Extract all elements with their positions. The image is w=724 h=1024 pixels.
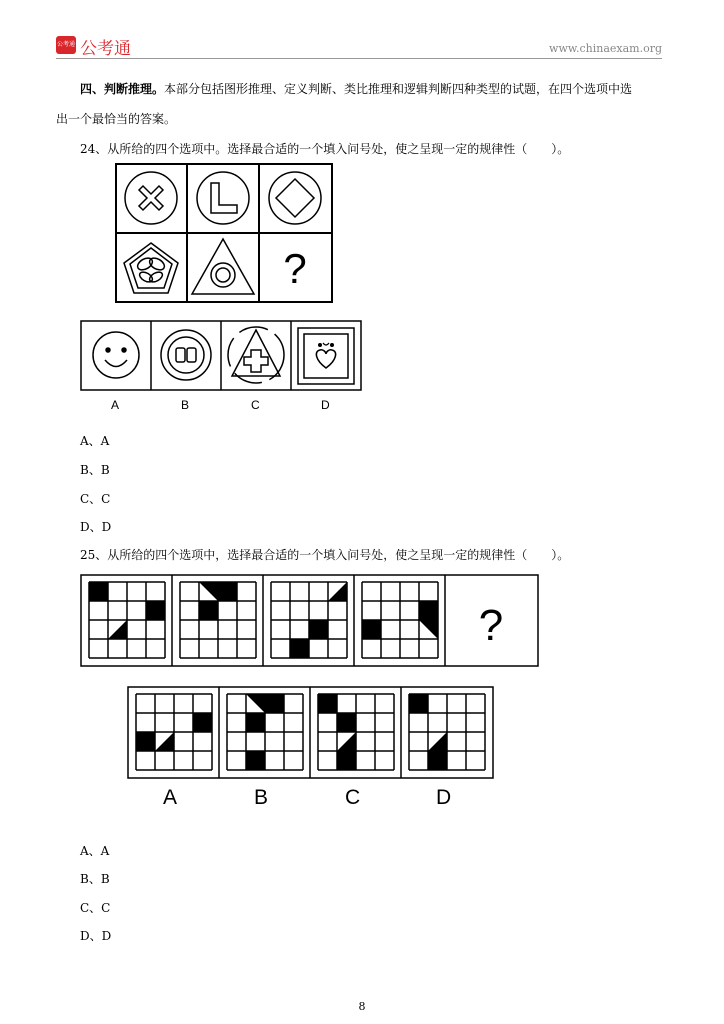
- q24-option-labels: [80, 398, 363, 414]
- q25-opt-grid-d: [409, 694, 485, 770]
- q25-grid-2: [180, 582, 256, 658]
- option-b-book-icon: [161, 330, 211, 380]
- pentagon-butterfly-icon: [124, 243, 178, 293]
- q24-options-svg: [80, 320, 363, 392]
- grid-shaded-cell: [89, 582, 108, 601]
- q24-label-a: A: [111, 398, 120, 412]
- circle-cross-icon: [125, 172, 177, 224]
- page-number: 8: [358, 1000, 366, 1013]
- grid-shaded-cell: [246, 694, 265, 713]
- q25-choice-c[interactable]: C、C: [80, 901, 111, 915]
- option-a-smiley-icon: [93, 332, 139, 378]
- grid-shaded-cell: [318, 694, 337, 713]
- grid-shaded-cell: [419, 601, 438, 620]
- grid-shaded-cell: [108, 620, 127, 639]
- q24-label-b: B: [181, 398, 190, 412]
- q24-choice-d[interactable]: D、D: [80, 520, 112, 534]
- option-d-heart-icon: [298, 328, 354, 384]
- q25-label-b: B: [254, 786, 269, 809]
- q24-label-c: C: [251, 398, 260, 412]
- site-url: www.chinaexam.org: [549, 42, 662, 55]
- q24-options-figure: [80, 320, 363, 392]
- q25-options-svg: [127, 686, 495, 780]
- q25-choice-b[interactable]: B、B: [80, 872, 110, 886]
- q24-grid-svg: [115, 163, 333, 303]
- grid-shaded-cell: [409, 694, 428, 713]
- q24-question-figure: [115, 163, 333, 303]
- section-desc-1: 本部分包括图形推理、定义判断、类比推理和逻辑判断四种类型的试题，在四个选项中选: [164, 82, 633, 96]
- section-intro: [80, 80, 632, 97]
- grid-shaded-cell: [218, 582, 237, 601]
- grid-shaded-cell: [337, 751, 356, 770]
- grid-shaded-cell: [362, 620, 381, 639]
- option-c-cross-icon: [228, 327, 284, 383]
- section-desc-2: 出一个最恰当的答案。: [56, 112, 177, 126]
- grid-shaded-cell: [136, 732, 155, 751]
- q25-label-c: C: [345, 786, 361, 809]
- q25-choice-d[interactable]: D、D: [80, 929, 112, 943]
- q24-stem: 24、从所给的四个选项中。选择最合适的一个填入问号处，使之呈现一定的规律性（ ）。: [80, 142, 570, 156]
- grid-shaded-cell: [328, 582, 347, 601]
- grid-shaded-cell: [146, 601, 165, 620]
- grid-shaded-cell: [428, 751, 447, 770]
- q25-option-labels: [127, 786, 495, 812]
- q25-grid-4: [362, 582, 438, 658]
- grid-shaded-cell: [199, 601, 218, 620]
- q24-question-mark: ?: [283, 245, 307, 292]
- logo-icon: 公考通: [56, 36, 76, 54]
- q24-choice-b[interactable]: B、B: [80, 463, 110, 477]
- page-header: [56, 36, 662, 59]
- grid-shaded-cell: [265, 694, 284, 713]
- q25-options-figure: [127, 686, 495, 780]
- circle-diamond-icon: [269, 172, 321, 224]
- q25-opt-grid-a: [136, 694, 212, 770]
- circle-l-icon: [197, 172, 249, 224]
- q25-label-d: D: [436, 786, 452, 809]
- grid-shaded-cell: [337, 732, 356, 751]
- q25-grid-3: [271, 582, 347, 658]
- grid-shaded-cell: [155, 732, 174, 751]
- grid-shaded-cell: [419, 620, 438, 639]
- q25-choice-a[interactable]: A、A: [80, 844, 110, 858]
- logo-text: 公考通: [80, 39, 131, 59]
- triangle-circles-icon: [192, 239, 254, 294]
- q24-choice-a[interactable]: A、A: [80, 434, 110, 448]
- q25-opt-grid-c: [318, 694, 394, 770]
- grid-shaded-cell: [246, 751, 265, 770]
- q25-question-mark: ?: [478, 601, 504, 650]
- grid-shaded-cell: [309, 620, 328, 639]
- grid-shaded-cell: [290, 639, 309, 658]
- q25-strip-svg: [80, 574, 540, 668]
- section-title: 四、判断推理。: [80, 82, 165, 96]
- q25-label-a: A: [163, 786, 178, 809]
- grid-shaded-cell: [337, 713, 356, 732]
- grid-shaded-cell: [428, 732, 447, 751]
- grid-shaded-cell: [199, 582, 218, 601]
- grid-shaded-cell: [193, 713, 212, 732]
- q25-opt-grid-b: [227, 694, 303, 770]
- q25-stem: 25、从所给的四个选项中，选择最合适的一个填入问号处，使之呈现一定的规律性（ ）。: [80, 548, 570, 562]
- q24-label-d: D: [321, 398, 330, 412]
- grid-shaded-cell: [246, 713, 265, 732]
- q24-choice-c[interactable]: C、C: [80, 492, 111, 506]
- q25-question-figure: [80, 574, 540, 668]
- q25-grid-1: [89, 582, 165, 658]
